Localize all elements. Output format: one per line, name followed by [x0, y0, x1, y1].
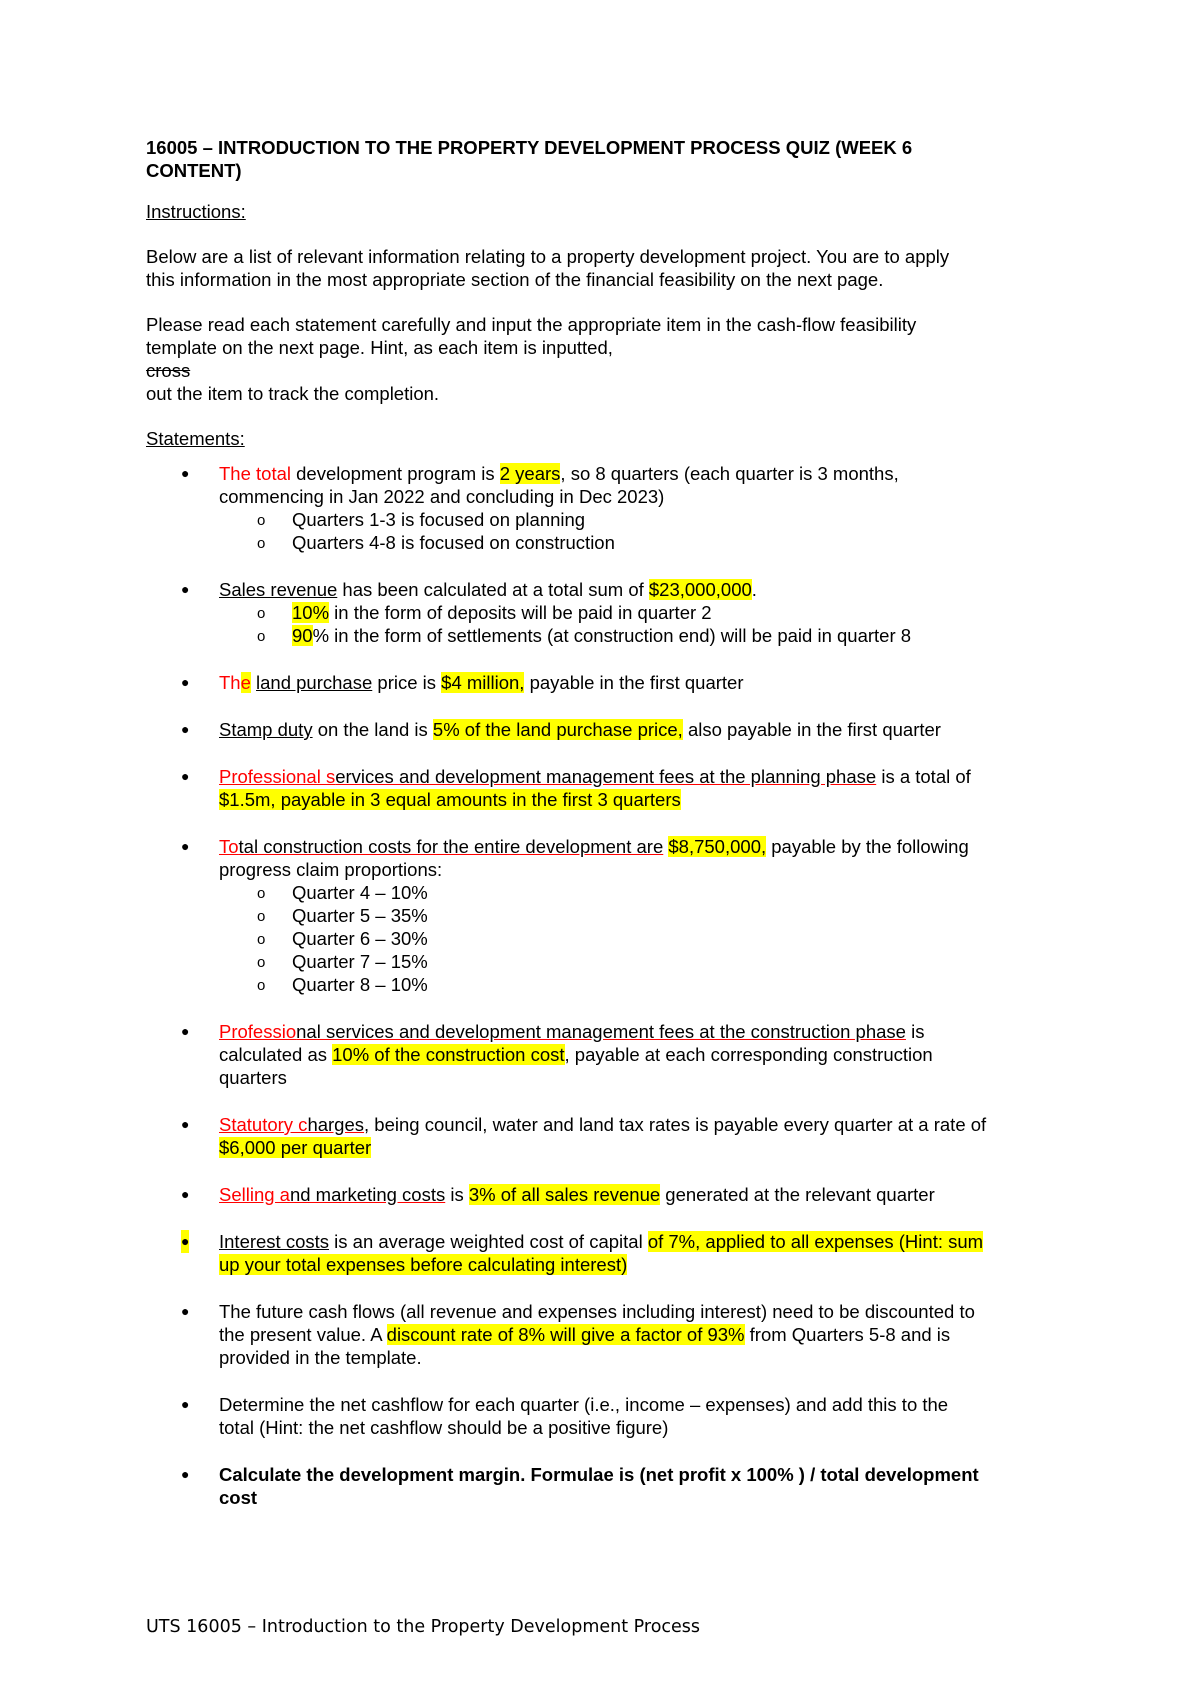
list-item: o 90% in the form of settlements (at construction end) will be paid in quarter 8 — [257, 625, 912, 646]
bullet-icon: ● — [181, 721, 190, 737]
statement-land-purchase: ● The land purchase price is $4 million, payable in the first quarter — [181, 672, 744, 693]
bullet-icon: ● — [181, 674, 190, 690]
statement-development-margin: ● Calculate the development margin. Formulae is (net profit x 100% ) / total development cost — [181, 1464, 979, 1508]
intro-paragraph-1: Below are a list of relevant information relating to a property development project. You are to apply this information in the most appropriate section of the financial feasibility on the next page. — [146, 246, 950, 290]
bullet-icon: ● — [181, 1023, 190, 1039]
sub-list — [219, 508, 1066, 554]
statement-planning-fees: ● Professional services and development management fees at the planning phase is a total of $1.5m, payable in 3 equal amounts in the first 3 quarters — [181, 766, 971, 810]
statement-discounting: ● The future cash flows (all revenue and expenses including interest) need to be discounted to the present value. A discount rate of 8% will give a factor of 93% from Quarters 5-8 and is provided in the template. — [181, 1301, 975, 1368]
bullet-icon: ● — [181, 1466, 190, 1482]
statement-selling-marketing: ● Selling and marketing costs is 3% of all sales revenue generated at the relevant quarter — [181, 1184, 935, 1205]
sub-bullet-icon: o — [257, 977, 266, 994]
statement-program: ● The total development program is 2 years, so 8 quarters (each quarter is 3 months, commencing in Jan 2022 and concluding in Dec 2023) o Quarters 1-3 is focused on planning o Quarters 4-8 is focused on construction — [146, 462, 1066, 554]
page-title: 16005 – INTRODUCTION TO THE PROPERTY DEVELOPMENT PROCESS QUIZ (WEEK 6 CONTENT) — [146, 137, 913, 181]
sub-list — [219, 881, 1066, 996]
sub-bullet-icon: o — [257, 931, 266, 948]
sub-bullet-icon: o — [257, 885, 266, 902]
statements-list — [146, 462, 1066, 1509]
instructions-heading: Instructions: — [146, 201, 246, 222]
statement-statutory-charges: ● Statutory charges, being council, water and land tax rates is payable every quarter at a rate of $6,000 per quarter — [181, 1114, 987, 1158]
bullet-icon: ● — [181, 581, 190, 597]
bullet-icon: ● — [181, 768, 190, 784]
bullet-icon: ● — [181, 1230, 189, 1253]
list-item: o Quarters 1-3 is focused on planning — [257, 509, 586, 530]
statement-construction-fees: ● Professional services and development management fees at the construction phase is calculated as 10% of the construction cost, payable at each corresponding construction quarters — [181, 1021, 933, 1088]
intro-paragraph-2: Please read each statement carefully and input the appropriate item in the cash-flow feasibility template on the next page. Hint, as each item is inputted, cross out the item to track the completion. — [146, 313, 1066, 405]
statements-heading: Statements: — [146, 428, 245, 449]
sub-bullet-icon: o — [257, 512, 266, 529]
statement-interest-costs: ● Interest costs is an average weighted cost of capital of 7%, applied to all expenses (Hint: sum up your total expenses before calculating interest) — [181, 1231, 984, 1275]
bullet-icon: ● — [181, 838, 190, 854]
list-item: o Quarter 4 – 10% — [257, 882, 428, 903]
struck-word: cross — [146, 360, 191, 381]
sub-bullet-icon: o — [257, 605, 266, 622]
bullet-icon: ● — [181, 1303, 190, 1319]
list-item: o Quarter 7 – 15% — [257, 951, 428, 972]
list-item: o Quarter 5 – 35% — [257, 905, 428, 926]
bullet-icon: ● — [181, 1186, 190, 1202]
list-item: o Quarters 4-8 is focused on construction — [257, 532, 615, 553]
sub-bullet-icon: o — [257, 908, 266, 925]
sub-bullet-icon: o — [257, 954, 266, 971]
statement-stamp-duty: ● Stamp duty on the land is 5% of the land purchase price, also payable in the first quarter — [181, 719, 941, 740]
list-item: o Quarter 6 – 30% — [257, 928, 428, 949]
statement-sales-revenue: ● Sales revenue has been calculated at a total sum of $23,000,000. o 10% in the form of deposits will be paid in quarter 2 o 90% in the form of settlements (at construction end) will be paid in quarter 8 — [146, 578, 1066, 647]
document-body — [146, 136, 1066, 1533]
bullet-icon: ● — [181, 1116, 190, 1132]
list-item: o Quarter 8 – 10% — [257, 974, 428, 995]
sub-bullet-icon: o — [257, 628, 266, 645]
bullet-icon: ● — [181, 465, 190, 481]
page-footer: UTS 16005 – Introduction to the Property Development Process — [146, 1617, 701, 1637]
statement-net-cashflow: ● Determine the net cashflow for each quarter (i.e., income – expenses) and add this to the total (Hint: the net cashflow should be a positive figure) — [181, 1394, 949, 1438]
statement-construction-costs: ● Total construction costs for the entire development are $8,750,000, payable by the following progress claim proportions: o Quarter 4 – 10% o Quarter 5 – 35% o Quarter 6 – 30% o Quarter 7 – 15% o Quarter 8 – 10% — [146, 835, 1066, 996]
sub-list — [219, 601, 1066, 647]
bullet-icon: ● — [181, 1396, 190, 1412]
sub-bullet-icon: o — [257, 535, 266, 552]
list-item: o 10% in the form of deposits will be paid in quarter 2 — [257, 602, 712, 623]
